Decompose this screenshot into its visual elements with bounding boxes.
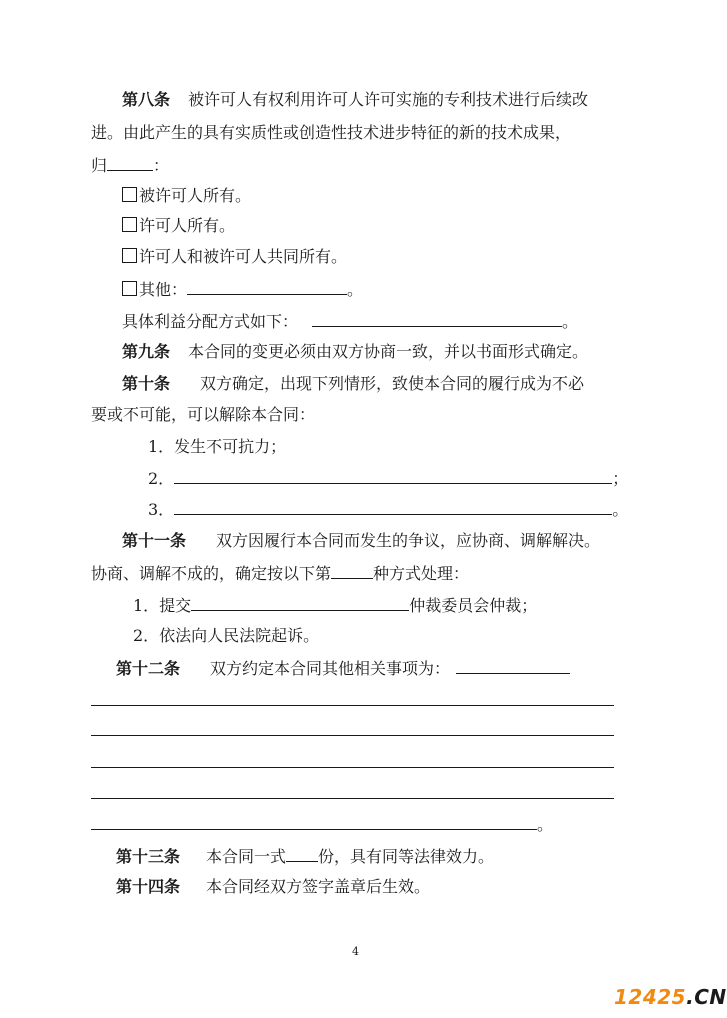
article-11-item-1 [133,595,537,616]
article-11-text-2a: 协商、调解不成的，确定按以下第 [91,564,332,583]
article-10-text-2: 要或不可能，可以解除本合同： [91,405,316,424]
article-10-item-3 [148,499,628,520]
article-11-line-2 [91,563,469,584]
article-9 [122,342,588,362]
article-11-item-1-suffix: 仲裁委员会仲裁； [409,596,538,615]
article-10-item-3-blank[interactable] [174,499,612,515]
resolution-method-blank[interactable] [331,563,373,579]
other-blank[interactable] [187,279,347,295]
article-14-heading: 第十四条 [116,877,181,896]
article-11-heading: 第十一条 [122,531,187,550]
watermark-logo [614,985,727,1009]
other-matters-rule-6[interactable] [91,814,537,830]
article-8-line-3 [91,155,169,176]
option-other-label: 其他： [139,280,188,299]
article-13 [116,846,494,867]
article-10-heading: 第十条 [122,374,171,393]
article-11-item-1-label: 1．提交 [133,596,192,615]
article-8-line-1 [122,90,588,110]
article-8-text-3a: 归 [91,156,108,175]
copies-blank[interactable] [286,846,318,862]
ownership-blank[interactable] [107,155,153,171]
article-9-text: 本合同的变更必须由双方协商一致，并以书面形式确定。 [188,342,589,361]
article-12-text: 双方约定本合同其他相关事项为： [210,659,451,678]
article-12-heading: 第十二条 [116,659,181,678]
article-10-line-1 [122,374,584,394]
other-matters-rule-2[interactable] [91,705,614,706]
article-11-text-1: 双方因履行本合同而发生的争议，应协商、调解解决。 [216,531,601,550]
article-13-text-b: 份，具有同等法律效力。 [318,847,495,866]
article-10-item-3-end: 。 [612,500,629,519]
article-10-item-2-number: 2． [148,469,175,488]
article-14 [116,877,430,897]
option-licensee-label: 被许可人所有。 [139,186,252,205]
checkbox-licensor[interactable] [122,217,137,232]
article-13-heading: 第十三条 [116,847,181,866]
option-licensor-label: 许可人所有。 [139,216,236,235]
benefit-distribution-blank[interactable] [312,311,562,327]
benefit-distribution-end: 。 [562,312,579,331]
article-8-text-3b: ： [153,156,170,175]
article-12-end: 。 [537,815,554,834]
article-10-item-1: 1．发生不可抗力； [148,437,287,456]
watermark-tld: .CN [686,985,727,1009]
other-matters-blank-1[interactable] [456,658,570,674]
article-11-line-1 [122,531,600,551]
page-number: 4 [352,945,359,958]
benefit-distribution [122,311,578,332]
option-licensor [122,216,235,236]
article-12-last-line [91,814,553,835]
article-8-heading: 第八条 [122,90,171,109]
article-8-text-1: 被许可人有权利用许可人许可实施的专利技术进行后续改 [188,90,589,109]
option-other-end: 。 [347,280,364,299]
option-joint-label: 许可人和被许可人共同所有。 [139,247,348,266]
article-10-text-1: 双方确定，出现下列情形，致使本合同的履行成为不必 [200,374,585,393]
article-10-item-2 [148,468,628,489]
other-matters-rule-3[interactable] [91,735,614,736]
article-12-line-1 [116,658,570,679]
article-9-heading: 第九条 [122,342,171,361]
article-8-text-2: 进。由此产生的具有实质性或创造性技术进步特征的新的技术成果， [91,123,572,142]
other-matters-rule-5[interactable] [91,798,614,799]
article-10-item-3-number: 3． [148,500,175,519]
article-10-item-2-blank[interactable] [174,468,612,484]
article-11-item-2: 2．依法向人民法院起诉。 [133,626,320,645]
arbitration-commission-blank[interactable] [191,595,409,611]
checkbox-licensee[interactable] [122,187,137,202]
article-11-text-2b: 种方式处理： [373,564,470,583]
article-10-item-2-end: ； [612,469,629,488]
other-matters-rule-4[interactable] [91,767,614,768]
checkbox-joint[interactable] [122,248,137,263]
option-licensee [122,186,251,206]
article-13-text-a: 本合同一式 [206,847,287,866]
option-joint [122,247,347,267]
watermark-digits: 12425 [614,985,687,1009]
option-other [122,279,363,300]
checkbox-other[interactable] [122,281,137,296]
benefit-distribution-label: 具体利益分配方式如下： [122,312,299,331]
article-14-text: 本合同经双方签字盖章后生效。 [206,877,431,896]
